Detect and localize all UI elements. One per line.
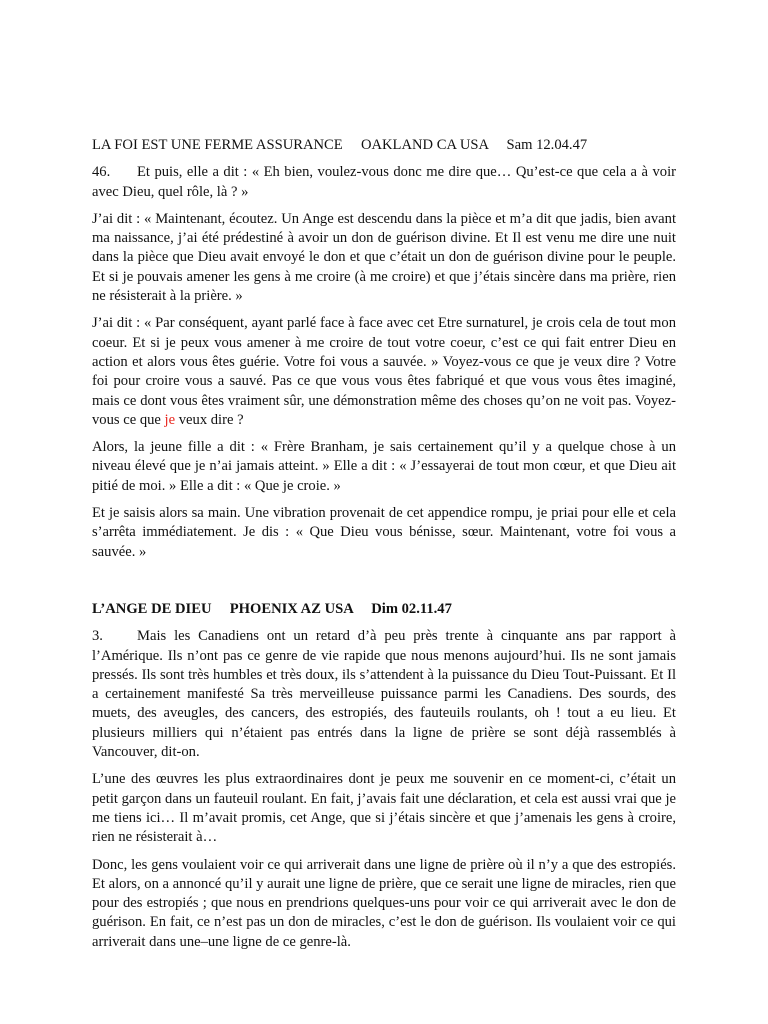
paragraph-text: J’ai dit : « Par conséquent, ayant parlé face à face avec cet Etre surnaturel, je crois cela de tout mon coeur. Et si je peux vous amener à me croire de tout votre coeur, c’est ce qui fait entrer Dieu en action et alors vous êtes guérie. Votre foi vous a sauvée. » Voyez-vous ce que je veux dire ? Votre foi pour croire vous a sauvé. Pas ce que vous vous êtes fabriqué et que vous vous êtes imaginé, mais ce dont vous êtes vraiment sûr, une démonstration même des choses qu’on ne voit pas. Voyez-vous ce que	[92, 315, 676, 428]
paragraph-ange-descendu: J’ai dit : « Maintenant, écoutez. Un Ange est descendu dans la pièce et m’a dit que jadis, bien avant ma naissance, j’ai été prédestiné à avoir un don de guérison divine. Et Il est venu me dire une nuit dans la pièce que Dieu avait envoyé le don et que c’était un don de guérison divine pour le peuple. Et si je pouvais amener les gens à me croire (à me croire) et que j’étais sincère dans ma prière, rien ne résisterait à la prière. »	[92, 210, 676, 305]
paragraph-46	[92, 163, 676, 202]
highlighted-word: je	[164, 411, 176, 428]
paragraph-saisis-main: Et je saisis alors sa main. Une vibration provenait de cet appendice rompu, je priai pour elle et cela s’arrêta immédiatement. Je dis : « Que Dieu vous bénisse, sœur. Maintenant, votre foi vous a sauvée. »	[92, 505, 676, 560]
paragraph-oeuvres: L’une des œuvres les plus extraordinaires dont je peux me souvenir en ce moment-ci, c’était un petit garçon dans un fauteuil roulant. En fait, j’avais fait une déclaration, et cela est aussi vrai que je me tiens ici… Il m’avait promis, cet Ange, que si j’étais sincère et que j’amenais les gens à croire, rien ne résisterait à…	[92, 771, 676, 846]
section-spacer	[92, 570, 676, 600]
paragraph-text: Mais les Canadiens ont un retard d’à peu près trente à cinquante ans par rapport à l’Amérique. Ils n’ont pas ce genre de vie rapide que nous menons aujourd’hui. Ils ne sont jamais pressés. Ils sont très humbles et très doux, ils s’attendent à la puissance du Dieu Tout-Puissant. Et Il a certainement manifesté Sa très merveilleuse puissance parmi les Canadiens. Des sourds, des muets, des aveugles, des cancers, des estropiés, des fauteuils roulants, oh ! tout a eu lieu. Et plusieurs milliers qui n’étaient pas entrés dans la ligne de prière se sont déjà rassemblés à Vancouver, dit-on.	[92, 628, 676, 761]
paragraph-ligne-priere: Donc, les gens voulaient voir ce qui arriverait dans une ligne de prière où il n’y a que des estropiés. Et alors, on a annoncé qu’il y aurait une ligne de prière, que ce serait une ligne de miracles, rien que pour des estropiés ; que nous en prendrions quelques-uns pour voir ce qui arriverait avec le don de guérison. En fait, ce n’est pas un don de miracles, c’est le don de guérison. Ils voulaient voir ce qui arriverait dans une–une ligne de ce genre-là.	[92, 856, 676, 950]
paragraph-text: Et puis, elle a dit : « Eh bien, voulez-vous donc me dire que… Qu’est-ce que cela a à voir avec Dieu, quel rôle, là ? »	[92, 164, 676, 200]
paragraph-text: veux dire ?	[175, 411, 244, 428]
section-heading-foi: LA FOI EST UNE FERME ASSURANCE OAKLAND CA USA Sam 12.04.47	[92, 137, 588, 153]
document-page	[92, 136, 676, 960]
paragraph-jeune-fille: Alors, la jeune fille a dit : « Frère Branham, je sais certainement qu’il y a quelque chose à un niveau élevé que je n’ai jamais atteint. » Elle a dit : « J’essayerai de tout mon cœur, et que Dieu ait pitié de moi. » Elle a dit : « Que je croie. »	[92, 439, 676, 494]
paragraph-3	[92, 627, 676, 762]
paragraph-par-consequent	[92, 314, 676, 430]
paragraph-number: 46.	[92, 164, 111, 181]
paragraph-number: 3.	[92, 628, 103, 645]
section-heading-ange: L’ANGE DE DIEU PHOENIX AZ USA Dim 02.11.47	[92, 600, 452, 617]
